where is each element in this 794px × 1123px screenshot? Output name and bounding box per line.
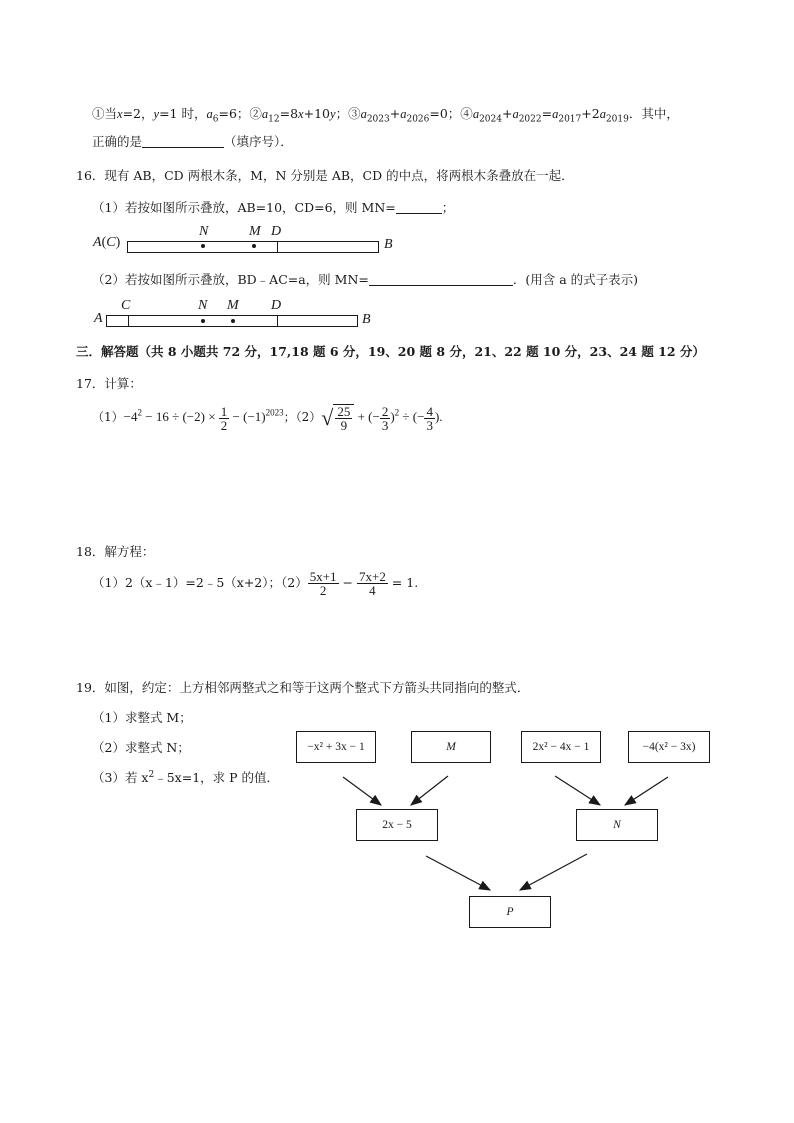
q15-options-line: ①当x=2，y=1 时，$a_6=6$；$②a_{12}=8x+10y$；$③a_{2023}+a_{2026}=0$；$④a_{2024}+a_{2022}=a_{2017}+2a_{2019}$．其中， xyxy=(92,106,679,125)
box-top-m: M xyxy=(411,731,491,763)
box-bottom-p: P xyxy=(469,896,551,928)
q17-expressions: $(1)-4^2 - 16 \div (-2)$ × $\frac{1}{2}$ − $(-1)^{2023}$；（2）√ $\frac{25}{9}$ + (− $\frac{2}{3}$ )$^2$ ÷ (− $\frac{4}{3}$ ). xyxy=(92,403,443,433)
q19-part1: （1）求整式 M； xyxy=(92,710,192,725)
fig1-label-m: M xyxy=(249,224,261,239)
box-top-4: −4(x² − 3x) xyxy=(628,731,710,763)
arrow-n-to-p xyxy=(520,854,587,890)
box-mid-1: 2x − 5 xyxy=(356,809,438,841)
q16-part1: （1）若按如图所示叠放，AB=10，CD=6，则 MN= ； xyxy=(92,200,455,215)
q17-stem: 17．计算： xyxy=(76,376,142,391)
q19-part3: （3）若 $x^2﹣5x=1$，求 P 的值． xyxy=(92,769,280,785)
fig2-label-a: A xyxy=(94,311,103,326)
section-3-title: 三．解答题（共 8 小题共 72 分，17,18 题 6 分，19、20 题 8 分，21、22 题 10 分，23、24 题 12 分） xyxy=(76,344,705,359)
q19-stem: 19．如图，约定：上方相邻两整式之和等于这两个整式下方箭头共同指向的整式． xyxy=(76,680,530,695)
arrow-b1-to-b5 xyxy=(343,777,381,805)
q15-answer-line: 正确的是 （填序号）． xyxy=(92,134,293,149)
fig1-label-d: D xyxy=(271,224,282,239)
fig2-label-b: B xyxy=(362,312,371,327)
fig2-label-n: N xyxy=(198,298,208,313)
fig2-label-m: M xyxy=(227,298,239,313)
q16-part2: （2）若按如图所示叠放，BD﹣AC=a，则 MN= ．(用含 a 的式子表示) xyxy=(92,272,639,287)
box-mid-n: N xyxy=(576,809,658,841)
fig1-label-left: A(C) xyxy=(93,235,121,250)
q18-stem: 18．解方程： xyxy=(76,544,155,559)
q19-part2: （2）求整式 N； xyxy=(92,740,190,755)
fig1-label-n: N xyxy=(199,224,209,239)
arrow-b3-to-n xyxy=(555,776,600,805)
q16-stem: 16．现有 AB，CD 两根木条，M，N 分别是 AB，CD 的中点，将两根木条叠放在一起． xyxy=(76,168,574,183)
arrow-b5-to-p xyxy=(426,856,490,890)
arrow-m-to-b5 xyxy=(411,776,448,805)
box-top-3: 2x² − 4x − 1 xyxy=(521,731,601,763)
arrow-b4-to-n xyxy=(625,777,668,805)
box-top-1: −x² + 3x − 1 xyxy=(296,731,376,763)
fig2-label-c: C xyxy=(121,298,131,313)
fig1-label-b: B xyxy=(384,237,393,252)
fig2-label-d: D xyxy=(271,298,282,313)
q18-equations: （1）2（x﹣1）=2﹣5（x+2）；（2） $\frac{5x+1}{2}$ − $\frac{7x+2}{4}$ = 1. xyxy=(92,569,419,598)
